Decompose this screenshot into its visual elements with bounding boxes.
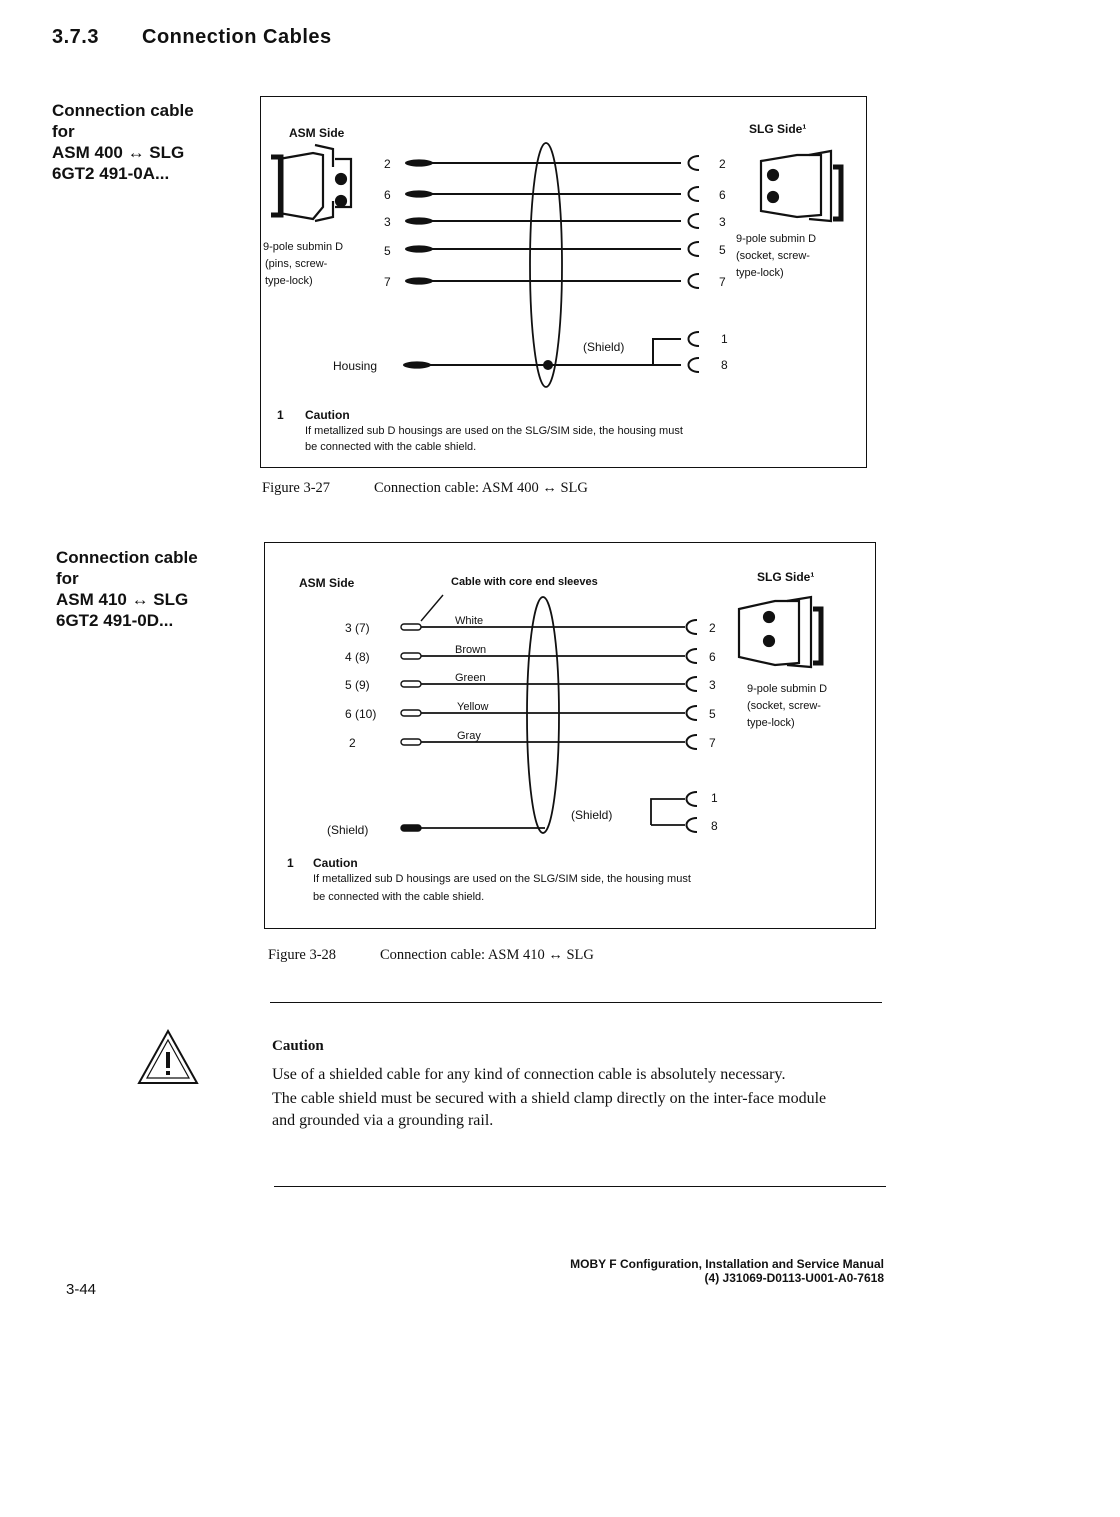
figure2-diagram xyxy=(264,542,876,929)
caution-bottom-rule xyxy=(274,1186,886,1187)
figure1-wiring-svg xyxy=(261,97,866,467)
fig1-asm-connector-icon xyxy=(271,145,351,221)
caution-top-rule xyxy=(270,1002,882,1003)
fig1-note-number: 1 xyxy=(277,408,284,422)
fig1-shield-oval xyxy=(530,143,562,387)
fig1-slg-pin: 3 xyxy=(719,215,726,229)
fig2-wire-color: Yellow xyxy=(457,701,489,713)
fig1-asm-pin: 7 xyxy=(384,275,391,289)
fig2-slg-sockets xyxy=(687,620,698,832)
fig1-slg-shield-pin: 8 xyxy=(721,358,728,372)
fig1-note-line: If metallized sub D housings are used on the SLG/SIM side, the housing must xyxy=(305,425,683,437)
fig2-wire-color: Green xyxy=(455,672,486,684)
section-number: 3.7.3 xyxy=(52,26,99,48)
fig2-slg-desc-line: type-lock) xyxy=(747,717,795,729)
fig2-asm-pin: 6 (10) xyxy=(345,707,377,721)
fig2-slg-desc-line: 9-pole submin D xyxy=(747,683,828,695)
figure1-side-heading: Connection cable for ASM 400 ↔ SLG 6GT2 491-0A... xyxy=(52,101,194,183)
fig2-slg-pin: 3 xyxy=(709,678,716,692)
fig2-asm-pin: 5 (9) xyxy=(345,678,370,692)
fig2-asm-pin: 2 xyxy=(349,736,356,750)
fig1-housing-label: Housing xyxy=(333,359,378,373)
fig1-asm-pin: 3 xyxy=(384,215,391,229)
fig2-wires xyxy=(421,627,685,828)
fig2-slg-shield-pin: 1 xyxy=(711,791,718,805)
fig2-slg-pin: 2 xyxy=(709,621,716,635)
fig1-slg-side-label: SLG Side¹ xyxy=(749,122,807,136)
figure2-side-heading: Connection cable for ASM 410 ↔ SLG 6GT2 491-0D... xyxy=(56,548,198,630)
section-title xyxy=(52,26,332,49)
fig2-wire-color: Brown xyxy=(455,644,487,656)
fig2-slg-shield-pin: 8 xyxy=(711,819,718,833)
fig2-asm-sleeves xyxy=(401,624,421,831)
fig2-asm-pin: 4 (8) xyxy=(345,650,370,664)
section-heading: Connection Cables xyxy=(142,26,332,48)
warning-triangle-icon xyxy=(136,1028,200,1086)
fig2-note-title: Caution xyxy=(313,856,358,870)
fig1-asm-desc-line: 9-pole submin D xyxy=(263,241,344,253)
figure1-diagram xyxy=(260,96,867,468)
fig1-asm-side-label: ASM Side xyxy=(289,126,345,140)
fig2-slg-pin: 7 xyxy=(709,736,716,750)
fig1-slg-connector-icon xyxy=(761,151,841,221)
page-number: 3-44 xyxy=(66,1281,97,1298)
fig2-slg-connector-icon xyxy=(739,597,821,667)
fig1-wires xyxy=(429,163,681,365)
fig1-slg-sockets xyxy=(689,156,700,372)
fig2-slg-side-label: SLG Side¹ xyxy=(757,570,815,584)
fig2-note-line: If metallized sub D housings are used on the SLG/SIM side, the housing must xyxy=(313,873,691,885)
fig1-asm-pin: 6 xyxy=(384,188,391,202)
fig1-slg-desc-line: (socket, screw- xyxy=(736,250,810,262)
fig2-wire-color: Gray xyxy=(457,730,481,742)
figure1-caption: Figure 3-27 Connection cable: ASM 400 ↔ SLG xyxy=(262,480,588,496)
fig2-shield-label-mid: (Shield) xyxy=(571,808,613,822)
caution-title: Caution xyxy=(272,1038,324,1054)
fig1-slg-pin: 5 xyxy=(719,243,726,257)
fig1-note-line: be connected with the cable shield. xyxy=(305,441,477,453)
caution-text: Use of a shielded cable for any kind of connection cable is absolutely necessary. The cable shield must be secured with a shield clamp directly on the inter-face module and grounded via a grounding rail. xyxy=(272,1066,827,1129)
fig2-slg-pin: 5 xyxy=(709,707,716,721)
fig1-slg-pin: 6 xyxy=(719,188,726,202)
fig2-asm-side-label: ASM Side xyxy=(299,576,355,590)
fig2-note-number: 1 xyxy=(287,856,294,870)
fig2-cable-label: Cable with core end sleeves xyxy=(451,576,598,588)
fig1-note-title: Caution xyxy=(305,408,350,422)
fig1-slg-desc-line: type-lock) xyxy=(736,267,784,279)
fig2-note-line: be connected with the cable shield. xyxy=(313,891,485,903)
fig1-slg-shield-pin: 1 xyxy=(721,332,728,346)
fig1-slg-desc-line: 9-pole submin D xyxy=(736,233,817,245)
fig1-shield-label: (Shield) xyxy=(583,340,625,354)
fig2-asm-pin: 3 (7) xyxy=(345,621,370,635)
fig1-slg-pin: 7 xyxy=(719,275,726,289)
fig1-asm-pin: 2 xyxy=(384,157,391,171)
figure2-wiring-svg xyxy=(265,543,875,928)
fig2-slg-pin: 6 xyxy=(709,650,716,664)
fig1-asm-desc-line: type-lock) xyxy=(265,275,313,287)
fig1-slg-pin: 2 xyxy=(719,157,726,171)
figure2-caption: Figure 3-28 Connection cable: ASM 410 ↔ SLG xyxy=(268,947,594,963)
fig2-slg-desc-line: (socket, screw- xyxy=(747,700,821,712)
fig1-asm-desc-line: (pins, screw- xyxy=(265,258,328,270)
footer-manual-info: MOBY F Configuration, Installation and Service Manual (4) J31069-D0113-U001-A0-7618 xyxy=(570,1257,884,1285)
fig2-shield-oval xyxy=(527,597,559,833)
fig2-shield-label-left: (Shield) xyxy=(327,823,369,837)
fig2-wire-color: White xyxy=(455,615,484,627)
fig1-asm-pin: 5 xyxy=(384,244,391,258)
